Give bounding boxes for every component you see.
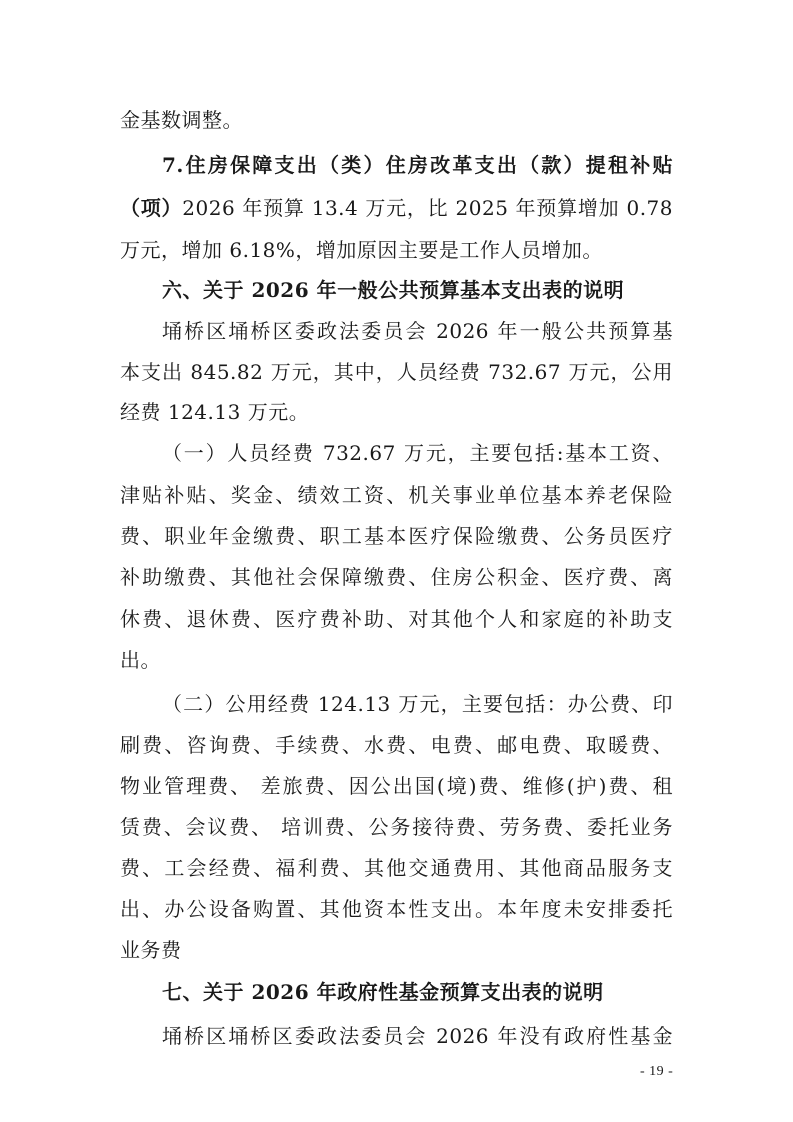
paragraph-line: 万元，增加 6.18%，增加原因主要是工作人员增加。 <box>120 238 603 262</box>
paragraph-line: 休费、退休费、医疗费补助、对其他个人和家庭的补助支 <box>120 607 673 631</box>
paragraph-line: 出、办公设备购置、其他资本性支出。本年度未安排委托 <box>120 897 673 921</box>
paragraph-line: 刷费、咨询费、手续费、水费、电费、邮电费、取暖费、 <box>120 733 673 757</box>
item-7-title-suffix: （项） <box>120 196 183 220</box>
paragraph-line: 出。 <box>120 648 161 672</box>
item-7-title-line: 7.住房保障支出（类）住房改革支出（款）提租补贴 <box>162 153 673 177</box>
paragraph-line: 费、职业年金缴费、职工基本医疗保险缴费、公务员医疗 <box>120 524 673 548</box>
paragraph-line: 费、工会经费、福利费、其他交通费用、其他商品服务支 <box>120 856 673 880</box>
item-7-line <box>120 188 673 228</box>
paragraph-line: 业务费 <box>120 938 182 962</box>
paragraph-line: （一）人员经费 732.67 万元，主要包括:基本工资、 <box>162 441 673 465</box>
paragraph-line: 物业管理费、 差旅费、因公出国(境)费、维修(护)费、租 <box>120 774 673 798</box>
paragraph-line: 埇桥区埇桥区委政法委员会 2026 年一般公共预算基 <box>162 319 673 343</box>
paragraph-line: 津贴补贴、奖金、绩效工资、机关事业单位基本养老保险 <box>120 483 673 507</box>
paragraph-line: 补助缴费、其他社会保障缴费、住房公积金、医疗费、离 <box>120 565 673 589</box>
paragraph-line: （二）公用经费 124.13 万元，主要包括：办公费、印 <box>162 692 673 716</box>
paragraph-line: 埇桥区埇桥区委政法委员会 2026 年没有政府性基金 <box>162 1024 673 1048</box>
section-6-heading: 六、关于 2026 年一般公共预算基本支出表的说明 <box>162 278 625 302</box>
paragraph-line: 本支出 845.82 万元，其中，人员经费 732.67 万元，公用 <box>120 360 673 384</box>
paragraph-line: 经费 124.13 万元。 <box>120 400 310 424</box>
section-7-heading: 七、关于 2026 年政府性基金预算支出表的说明 <box>162 980 604 1004</box>
paragraph-line: 赁费、会议费、 培训费、公务接待费、劳务费、委托业务 <box>120 815 673 839</box>
page-number: - 19 - <box>640 1064 674 1079</box>
item-7-text: 2026 年预算 13.4 万元，比 2025 年预算增加 0.78 <box>182 196 674 220</box>
paragraph-line: 金基数调整。 <box>120 108 243 132</box>
